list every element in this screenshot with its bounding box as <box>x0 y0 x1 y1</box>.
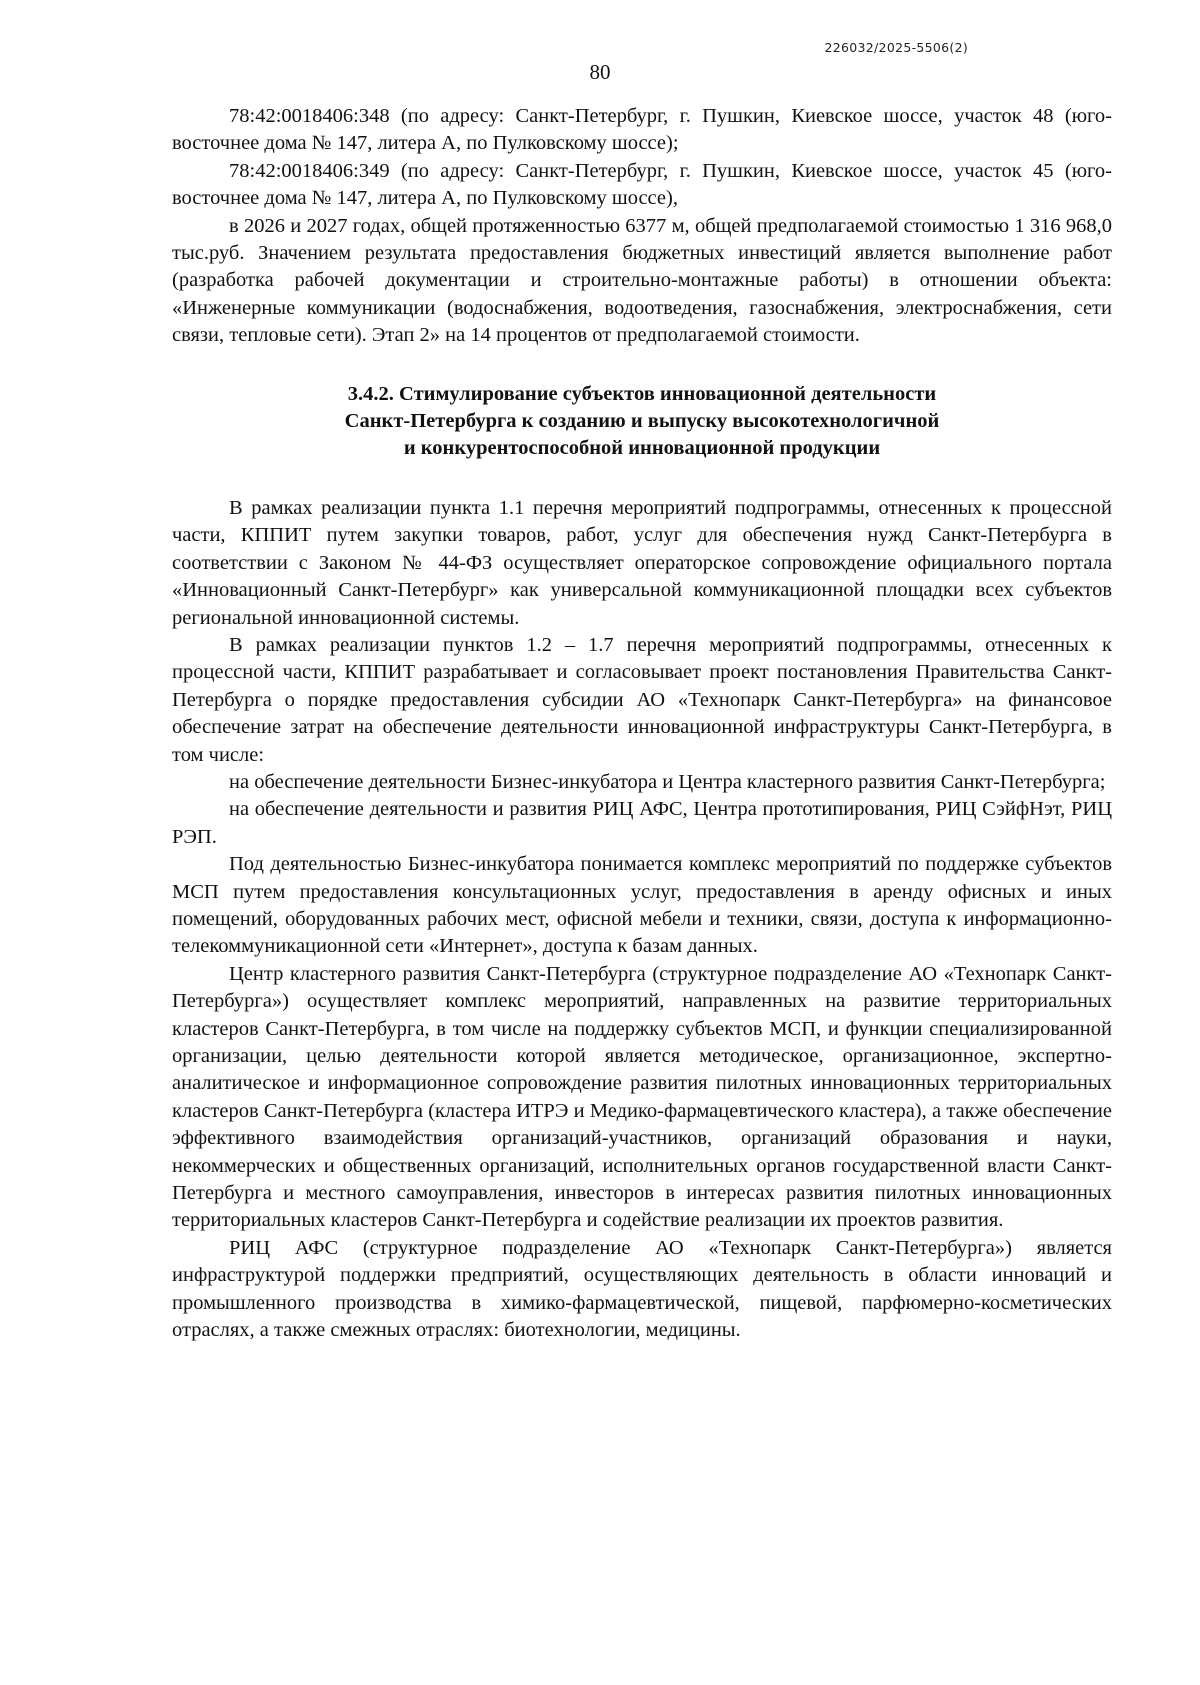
paragraph-incubator-definition: Под деятельностью Бизнес-инкубатора понимается комплекс мероприятий по поддержке субъектов МСП путем предоставления консультационных услуг, предоставления в аренду офисных и иных помещений, оборудованных рабочих мест, офисной мебели и техники, связи, доступа к информационно-телекоммуникационной сети «Интернет», доступа к базам данных. <box>172 853 1112 958</box>
paragraph-cadastral-349: 78:42:0018406:349 (по адресу: Санкт-Петербург, г. Пушкин, Киевское шоссе, участок 45 (юго-восточнее дома № 147, литера А, по Пулковскому шоссе), <box>172 159 1112 210</box>
paragraph-ric-afs: РИЦ АФС (структурное подразделение АО «Технопарк Санкт-Петербурга») является инфраструктурой поддержки предприятий, осуществляющих деятельность в области инноваций и промышленного производства в химико-фармацевтической, пищевой, парфюмерно-косметических отраслях, а также смежных отраслях: биотехнологии, медицины. <box>172 1236 1112 1342</box>
document-registration-code: 226032/2025-5506(2) <box>824 40 968 55</box>
section-heading-line-1: 3.4.2. Стимулирование субъектов инновационной деятельности <box>347 382 937 405</box>
section-heading-line-3: и конкурентоспособной инновационной продукции <box>403 437 881 460</box>
paragraph-portal-support: В рамках реализации пункта 1.1 перечня мероприятий подпрограммы, отнесенных к процессной части, КППИТ путем закупки товаров, работ, услуг для обеспечения нужд Санкт-Петербурга в соответствии с Законом № 44-ФЗ осуществляет операторское сопровождение официального портала «Инновационный Санкт-Петербург» как универсальной коммуникационной площадки всех субъектов региональной инновационной системы. <box>172 496 1112 629</box>
paragraph-cluster-center: Центр кластерного развития Санкт-Петербурга (структурное подразделение АО «Технопарк Санкт-Петербурга») осуществляет комплекс мероприятий, направленных на развитие территориальных кластеров Санкт-Петербурга, в том числе на поддержку субъектов МСП, и функции специализированной организации, целью деятельности которой является методическое, организационное, экспертно-аналитическое и информационное сопровождение развития пилотных инновационных территориальных кластеров Санкт-Петербурга (кластера ИТРЭ и Медико-фармацевтического кластера), а также обеспечение эффективного взаимодействия организаций-участников, организаций образования и науки, некоммерческих и общественных организаций, исполнительных органов государственной власти Санкт-Петербурга и местного самоуправления, инвесторов в интересах развития пилотных инновационных территориальных кластеров Санкт-Петербурга и содействие реализации их проектов развития. <box>172 962 1112 1232</box>
section-heading <box>172 381 1112 463</box>
page-number: 80 <box>589 60 611 84</box>
paragraph-cadastral-348: 78:42:0018406:348 (по адресу: Санкт-Петербург, г. Пушкин, Киевское шоссе, участок 48 (юго-восточнее дома № 147, литера А, по Пулковскому шоссе); <box>172 105 1112 155</box>
section-heading-line-2: Санкт-Петербурга к созданию и выпуску высокотехнологичной <box>344 410 940 433</box>
paragraph-incubator-funding: на обеспечение деятельности Бизнес-инкубатора и Центра кластерного развития Санкт-Петербурга; <box>229 770 1106 793</box>
paragraph-subsidy-resolution: В рамках реализации пунктов 1.2 – 1.7 перечня мероприятий подпрограммы, отнесенных к процессной части, КППИТ разрабатывает и согласовывает проект постановления Правительства Санкт-Петербурга о порядке предоставления субсидии АО «Технопарк Санкт-Петербурга» на финансовое обеспечение затрат на обеспечение деятельности инновационной инфраструктуры Санкт-Петербурга, в том числе: <box>172 633 1112 766</box>
document-body <box>172 103 1112 1344</box>
paragraph-ric-funding: на обеспечение деятельности и развития РИЦ АФС, Центра прототипирования, РИЦ СэйфНэт, РИЦ РЭП. <box>172 798 1112 848</box>
paragraph-investment-result: в 2026 и 2027 годах, общей протяженностью 6377 м, общей предполагаемой стоимостью 1 316 968,0 тыс.руб. Значением результата предоставления бюджетных инвестиций является выполнение работ (разработка рабочей документации и строительно-монтажные работы) в отношении объекта: «Инженерные коммуникации (водоснабжения, водоотведения, газоснабжения, электроснабжения, сети связи, тепловые сети). Этап 2» на 14 процентов от предполагаемой стоимости. <box>172 214 1112 347</box>
